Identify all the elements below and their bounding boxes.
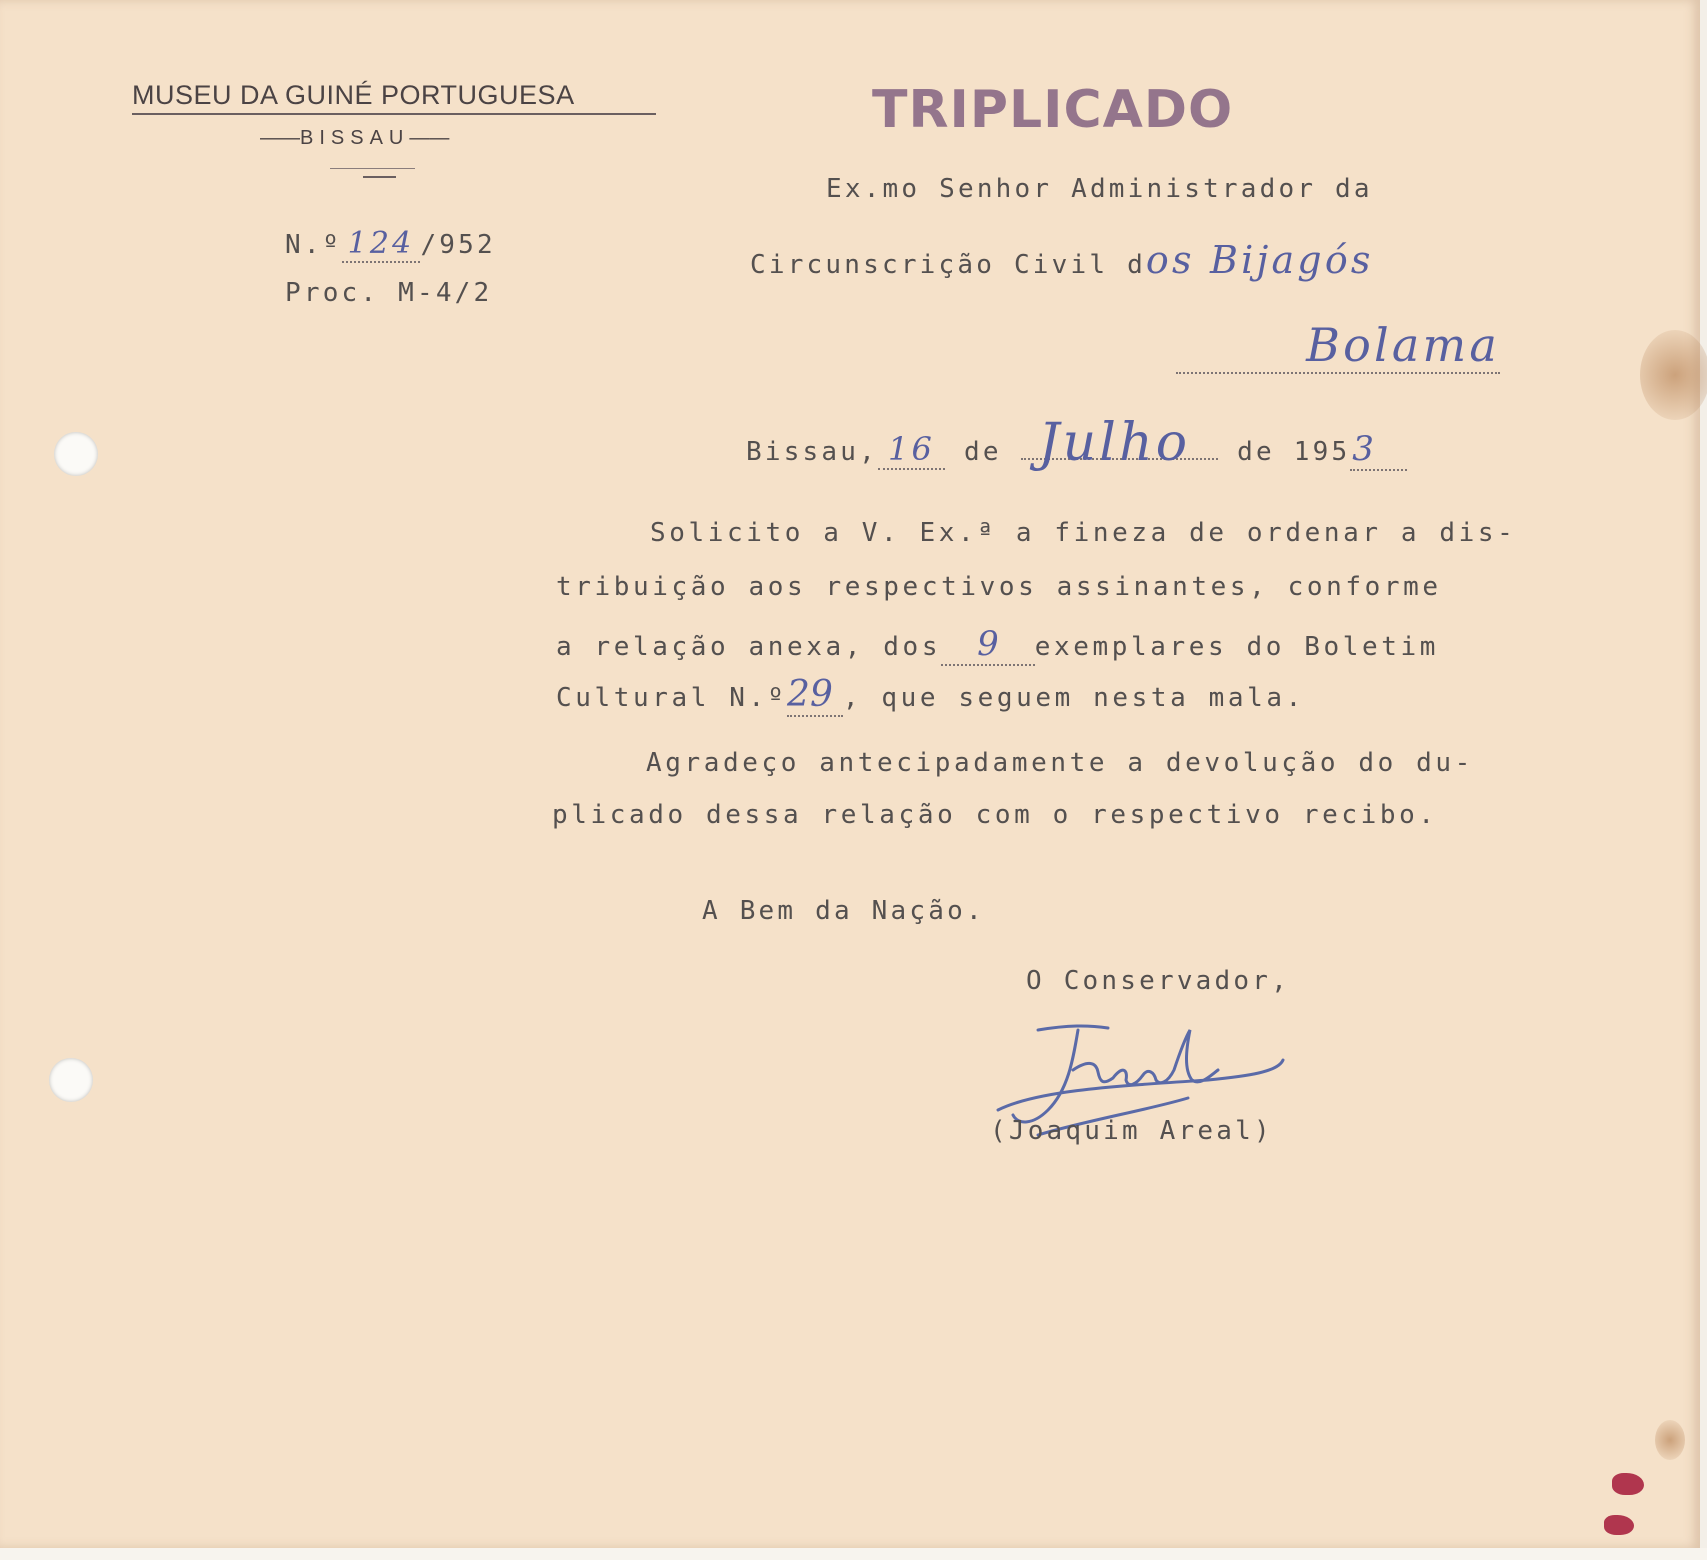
signatory-name: (Joaquim Areal) [990,1116,1273,1146]
reference-number [285,226,496,263]
body-line-2: tribuição aos respectivos assinantes, conforme [556,572,1442,602]
institution-name: MUSEU DA GUINÉ PORTUGUESA [132,80,656,115]
body-line-4-a: Cultural N.º [556,683,788,713]
letterhead-rule-short [363,176,396,178]
recipient-typed: Circunscrição Civil d [750,250,1146,280]
paper-bottom-edge [0,1548,1707,1560]
closing-salutation: A Bem da Nação. [702,896,985,926]
institution-city: ——BISSAU—— [260,127,450,149]
body-line-1: Solicito a V. Ex.ª a fineza de ordenar a dis- [650,518,1517,548]
body-line-4-b: , que seguem nesta mala. [842,683,1305,713]
date-de: de [963,437,1002,467]
body-line-4 [556,674,1305,717]
paper-stain-small [1655,1420,1685,1460]
reference-handwritten-number: 124 [342,226,421,263]
recipient-handwritten: os Bijagós [1145,238,1374,282]
body-line-6: plicado dessa relação com o respectivo recibo. [552,800,1438,830]
recipient-location [1128,318,1500,374]
copies-count: 9 [941,624,1035,666]
red-ink-mark [1612,1473,1644,1495]
letter-date [746,413,1407,473]
triplicado-stamp: TRIPLICADO [872,80,1234,140]
body-line-3 [556,624,1439,666]
bulletin-number: 29 [787,674,843,717]
date-year-digit: 3 [1350,429,1407,471]
institution-city-text: BISSAU [300,127,410,149]
date-place: Bissau, [746,437,878,467]
punch-hole-top [54,432,98,476]
body-line-5: Agradeço antecipadamente a devolução do du- [646,748,1474,778]
date-de-year: de 195 [1237,437,1351,467]
body-line-3-a: a relação anexa, dos [556,632,942,662]
punch-hole-bottom [49,1058,93,1102]
red-ink-mark-lower [1604,1515,1634,1535]
recipient-line-2 [750,238,1374,282]
paper-edge [1700,0,1707,1560]
recipient-line-1: Ex.mo Senhor Administrador da [826,174,1373,204]
reference-suffix: /952 [420,230,496,260]
letterhead-rule [330,168,415,169]
recipient-location-handwritten: Bolama [1176,318,1500,374]
process-number: Proc. M-4/2 [285,278,493,308]
paper-stain [1640,330,1707,420]
date-day: 16 [878,430,945,470]
reference-prefix: N.º [285,230,342,260]
body-line-3-b: exemplares do Boletim [1034,632,1440,662]
signatory-title: O Conservador, [1026,966,1290,996]
date-month: Julho [1021,428,1219,460]
